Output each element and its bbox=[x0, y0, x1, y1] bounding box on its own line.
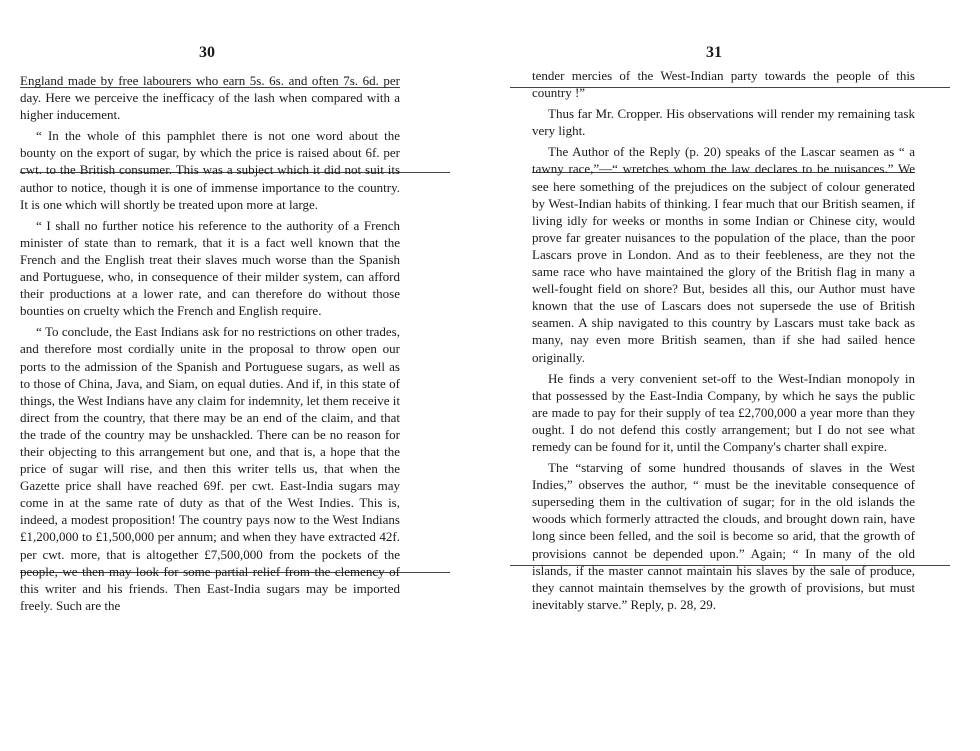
right-page-text bbox=[532, 67, 915, 617]
paragraph: He finds a very convenient set-off to the West-Indian monopoly in that possessed by the East-India Company, by which he says the public are made to pay for their supply of tea £2,700,000 a year more than they ought. I do not defend this costly arrangement; but I do not see what remedy can be found for it, until the Company's charter shall expire. bbox=[532, 370, 915, 454]
paragraph: England made by free labourers who earn 5s. 6s. and often 7s. 6d. per day. Here we perceive the inefficacy of the lash when compared with a higher inducement. bbox=[20, 73, 400, 123]
paragraph: “ In the whole of this pamphlet there is not one word about the bounty on the export of sugar, by which the price is raised about 6f. per cwt. to the British consumer. This was a subject which it did not suit its author to notice, though it is one of immense importance to the country. It is one which will shortly be treated upon more at large. bbox=[20, 128, 400, 212]
paragraph: “ I shall no further notice his reference to the authority of a French minister of state than to remark, that it is a fact well known that the French and the English treat their slaves much worse than the Spanish and Portuguese, who, in consequence of their milder system, can afford their productions at a lower rate, and can therefore do without those bounties on cruelty which the French and English require. bbox=[20, 217, 400, 319]
paragraph: Thus far Mr. Cropper. His observations will render my remaining task very light. bbox=[532, 106, 915, 139]
right-page bbox=[480, 0, 980, 751]
paragraph: tender mercies of the West-Indian party towards the people of this country !” bbox=[532, 68, 915, 101]
right-page-number: 31 bbox=[706, 44, 722, 61]
left-page-number: 30 bbox=[199, 44, 215, 61]
paragraph: The Author of the Reply (p. 20) speaks of the Lascar seamen as “ a tawny race,”—“ wretches whom the law declares to be nuisances.” We see here something of the prejudices on the subject of colour generated by West-Indian habits of thinking. I fear much that our British seamen, if living idly for weeks or months in some Indian or Chinese city, would prove far greater nuisances to the population of the place, than the poor Lascars prove in London. And as to their feebleness, are they not the same race who have maintained the glory of the British flag in many a well-fought field on shore? But, besides all this, our Author must have known that the use of Lascars does not supersede the use of British seamen. A ship navigated to this country by Lascars must take back as many, nay even more British seamen, than if she had sailed hence originally. bbox=[532, 144, 915, 365]
paragraph: “ To conclude, the East Indians ask for no restrictions on other trades, and therefore most cordially unite in the proposal to throw open our ports to the admission of the Spanish and Portuguese sugars, as well as to those of China, Java, and Siam, on equal duties. And if, in this state of things, the West Indians have any claim for indemnity, let them receive it direct from the country, that there may be an end of the claim, and that the trade of the country may be unshackled. There can be no reason for their objecting to this arrangement but one, and that is, a hope that the price of sugar will rise, and then this writer tells us, that when the Gazette price shall have reached 69f. per cwt. East-India sugars may come in at the same rate of duty as that of the West Indies. This is, indeed, a modest proposition! The country pays now to the West Indians £1,200,000 to £1,500,000 per annum; and when they have extracted 42f. per cwt. more, that is altogether £7,500,000 from the pockets of the people, we then may look for some partial relief from the clemency of this writer and his friends. Then East-India sugars may be imported freely. Such are the bbox=[20, 324, 400, 613]
left-page bbox=[0, 0, 470, 751]
left-page-text bbox=[20, 72, 400, 618]
paragraph: The “starving of some hundred thousands of slaves in the West Indies,” observes the author, “ must be the inevitable consequence of superseding them in the cultivation of sugar; for in the old islands the woods which formerly attracted the clouds, and brought down rain, have long since been felled, and the soil is become so arid, that the growth of provisions cannot be depended upon.” Again; “ In many of the old islands, if the master cannot maintain his slaves by the sale of produce, they cannot maintain themselves by the growth of provisions, but must inevitably starve.” Reply, p. 28, 29. bbox=[532, 460, 915, 612]
